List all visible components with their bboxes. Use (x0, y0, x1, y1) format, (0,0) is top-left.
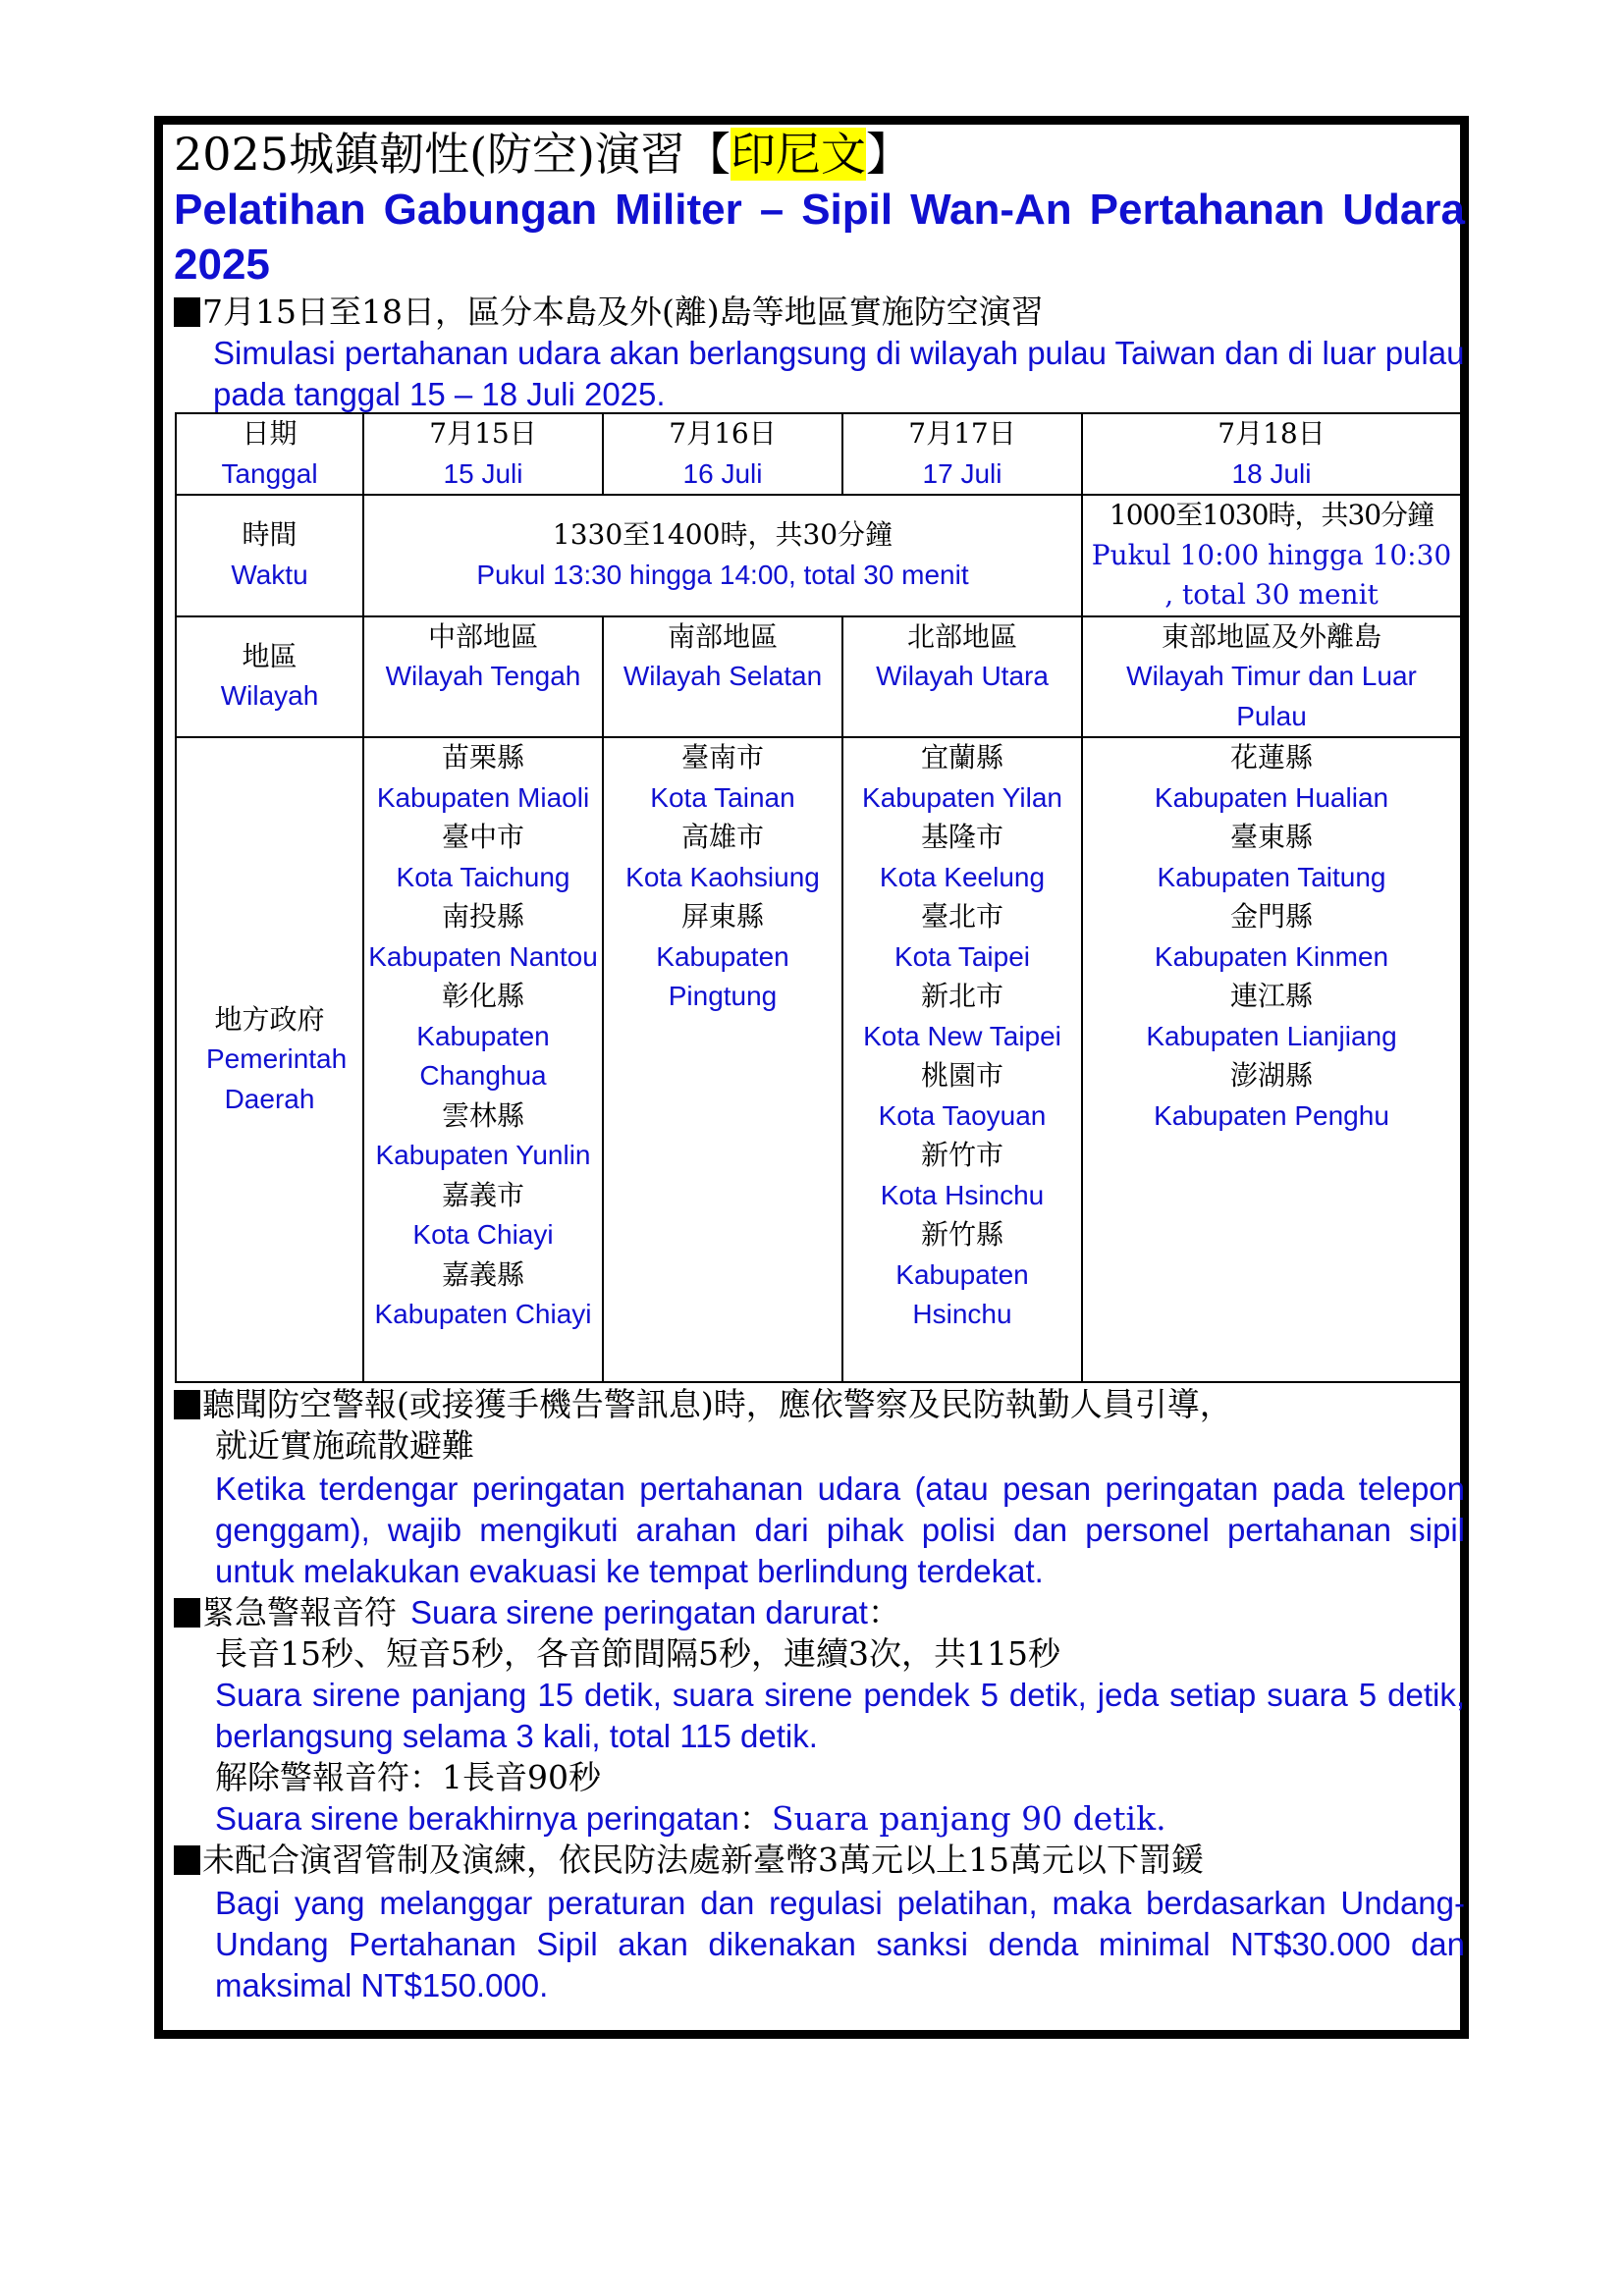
gov-name-id: Kabupaten Chiayi (374, 1299, 592, 1329)
gov-list (843, 738, 1081, 1335)
date-id: 16 Juli (682, 457, 763, 489)
gov-cell (603, 737, 842, 1382)
gov-name-cn: 連江縣 (1229, 980, 1313, 1012)
header-gov-id: Pemerintah Daerah (206, 1043, 348, 1114)
gov-name-cn: 雲林縣 (441, 1098, 524, 1132)
region-cell (1082, 616, 1461, 738)
siren-heading-colon: ： (867, 1593, 900, 1631)
region-id: Wilayah Timur dan Luar Pulau (1126, 661, 1417, 731)
table-row-region (176, 616, 1461, 738)
gov-name-cn: 新北市 (920, 980, 1003, 1012)
intro-indonesian: Simulasi pertahanan udara akan berlangsung di wilayah pulau Taiwan dan di luar pulau pada tanggal 15 – 18 Juli 2025. (213, 335, 1465, 412)
header-region-id: Wilayah (220, 680, 319, 712)
gov-name-id: Kota Keelung (879, 861, 1046, 892)
gov-cell (842, 737, 1082, 1382)
penalty-section (174, 1840, 1465, 2006)
gov-name-id: Kabupaten Hsinchu (895, 1258, 1029, 1329)
gov-name-id: Kabupaten Yunlin (375, 1140, 591, 1170)
siren-clear-cn: 解除警報音符：1長音90秒 (215, 1758, 601, 1796)
gov-list (1083, 738, 1460, 1136)
siren-clear-colon: ： (738, 1799, 772, 1838)
gov-name-id: Kota New Taipei (863, 1020, 1061, 1051)
gov-name-cn: 嘉義市 (441, 1178, 524, 1211)
siren-clear-value: Suara panjang 90 detik. (771, 1799, 1166, 1838)
gov-name-id: Kabupaten Taitung (1157, 861, 1386, 892)
siren-heading (174, 1592, 1465, 1633)
gov-name-id: Kabupaten Pingtung (656, 940, 789, 1011)
evacuation-chinese-line1 (174, 1384, 1465, 1425)
bullet-square-icon (174, 1598, 200, 1628)
intro-chinese-text: 7月15日至18日，區分本島及外(離)島等地區實施防空演習 (202, 293, 1044, 331)
gov-name-cn: 臺中市 (441, 821, 524, 853)
siren-clear-label: Suara sirene berakhirnya peringatan (215, 1800, 739, 1837)
title-chinese-prefix: 2025城鎮韌性(防空)演習【 (174, 128, 731, 181)
date-id: 18 Juli (1231, 457, 1312, 489)
date-id: 15 Juli (443, 457, 523, 489)
gov-name-cn: 桃園市 (920, 1059, 1003, 1092)
date-cn: 7月15日 (429, 417, 537, 450)
time-last-cn: 1000至1030時，共30分鐘 (1109, 499, 1435, 531)
header-cell-date (176, 413, 363, 495)
gov-name-cn: 臺東縣 (1229, 821, 1313, 853)
region-cn: 東部地區及外離島 (1161, 619, 1381, 653)
time-span-id: Pukul 13:30 hingga 14:00, total 30 menit (476, 559, 969, 590)
gov-name-id: Kabupaten Nantou (368, 940, 598, 972)
title-indonesian-line2: 2025 (174, 240, 270, 289)
bullet-square-icon (174, 1845, 200, 1875)
gov-name-id: Kabupaten Changhua (416, 1020, 550, 1091)
siren-pattern-id: Suara sirene panjang 15 detik, suara sirene pendek 5 detik, jeda setiap suara 5 detik, berlangsung selama 3 kali, total 115 detik. (215, 1677, 1465, 1754)
gov-name-cn: 屏東縣 (680, 900, 764, 933)
region-cn: 北部地區 (906, 619, 1017, 653)
header-time-cn: 時間 (242, 518, 298, 552)
intro-chinese (174, 292, 1465, 333)
table-row-date (176, 413, 1461, 495)
header-cell-time (176, 495, 363, 616)
gov-cell (363, 737, 603, 1382)
gov-name-cn: 嘉義縣 (441, 1257, 524, 1291)
time-span-cn: 1330至1400時，共30分鐘 (552, 518, 893, 552)
gov-name-cn: 彰化縣 (441, 980, 524, 1012)
gov-name-cn: 苗栗縣 (441, 741, 524, 774)
region-cn: 南部地區 (667, 619, 778, 653)
gov-name-id: Kabupaten Miaoli (376, 781, 590, 813)
penalty-chinese (174, 1840, 1465, 1881)
penalty-indonesian: Bagi yang melanggar peraturan dan regulasi pelatihan, maka berdasarkan Undang-Undang Pertahanan Sipil akan dikenakan sanksi denda minimal NT$30.000 dan maksimal NT$150.000. (215, 1885, 1465, 2003)
header-date-id: Tanggal (221, 457, 318, 489)
evacuation-indonesian: Ketika terdengar peringatan pertahanan udara (atau pesan peringatan pada telepon genggam), wajib mengikuti arahan dari pihak polisi dan personel pertahanan sipil untuk melakukan evakuasi ke tempat berlindung terdekat. (215, 1470, 1465, 1589)
siren-heading-id: Suara sirene peringatan darurat (410, 1594, 868, 1630)
gov-cell (1082, 737, 1461, 1382)
region-id: Wilayah Selatan (623, 661, 823, 691)
region-cell (363, 616, 603, 738)
date-cell (842, 413, 1082, 495)
title-chinese-suffix: 】 (865, 128, 911, 181)
title-chinese (174, 124, 911, 185)
gov-name-id: Kota Hsinchu (880, 1179, 1045, 1210)
date-cell (363, 413, 603, 495)
region-cell (603, 616, 842, 738)
date-cell (1082, 413, 1461, 495)
bullet-square-icon (174, 1390, 200, 1419)
time-cell-span (363, 495, 1082, 616)
gov-name-id: Kota Taoyuan (878, 1099, 1047, 1131)
siren-clear-id (174, 1798, 1465, 1840)
gov-name-cn: 高雄市 (680, 821, 764, 853)
siren-section (174, 1592, 1465, 1840)
gov-name-cn: 宜蘭縣 (920, 741, 1003, 774)
siren-heading-cn: 緊急警報音符 (202, 1593, 397, 1631)
gov-name-id: Kabupaten Kinmen (1154, 940, 1389, 972)
gov-name-cn: 臺北市 (920, 900, 1003, 933)
gov-name-cn: 金門縣 (1229, 900, 1313, 933)
evacuation-chinese-line2: 就近實施疏散避難 (215, 1426, 474, 1465)
schedule-table (175, 412, 1462, 1383)
gov-name-id: Kota Taichung (396, 861, 570, 892)
evacuation-section (174, 1384, 1465, 1592)
table-row-local-government (176, 737, 1461, 1382)
gov-name-cn: 臺南市 (680, 741, 764, 774)
gov-name-cn: 花蓮縣 (1229, 741, 1313, 774)
header-date-cn: 日期 (242, 417, 298, 450)
gov-name-id: Kota Tainan (650, 781, 795, 813)
gov-name-id: Kabupaten Hualian (1154, 781, 1389, 813)
header-region-cn: 地區 (242, 639, 298, 672)
header-cell-local-government (176, 737, 363, 1382)
title-language-highlight: 印尼文 (730, 128, 866, 181)
gov-name-cn: 新竹縣 (920, 1218, 1003, 1251)
gov-name-cn: 基隆市 (920, 821, 1003, 853)
region-id: Wilayah Tengah (385, 661, 581, 691)
evacuation-chinese-text: 聽聞防空警報(或接獲手機告警訊息)時，應依警察及民防執勤人員引導， (202, 1385, 1232, 1423)
region-cell (842, 616, 1082, 738)
gov-name-id: Kabupaten Yilan (862, 781, 1062, 813)
gov-name-id: Kabupaten Lianjiang (1146, 1020, 1397, 1051)
time-cell-last (1082, 495, 1461, 616)
title-indonesian-line1: Pelatihan Gabungan Militer – Sipil Wan-An Pertahanan Udara (174, 186, 1465, 234)
penalty-chinese-text: 未配合演習管制及演練，依民防法處新臺幣3萬元以上15萬元以下罰鍰 (202, 1841, 1204, 1879)
gov-list (364, 738, 602, 1335)
gov-name-id: Kabupaten Penghu (1154, 1099, 1389, 1131)
gov-name-id: Kota Taipei (893, 940, 1031, 972)
time-last-id: Pukul 10:00 hingga 10:30 , total 30 menit (1091, 538, 1452, 611)
gov-list (604, 738, 841, 1017)
region-id: Wilayah Utara (876, 661, 1049, 691)
table-row-time (176, 495, 1461, 616)
gov-name-cn: 南投縣 (441, 900, 524, 933)
date-id: 17 Juli (922, 457, 1002, 489)
header-gov-cn: 地方政府 (214, 1002, 325, 1036)
gov-name-cn: 新竹市 (920, 1139, 1003, 1171)
gov-name-id: Kota Chiayi (412, 1219, 554, 1250)
date-cell (603, 413, 842, 495)
date-cn: 7月18日 (1218, 417, 1326, 450)
date-cn: 7月17日 (908, 417, 1016, 450)
gov-name-id: Kota Kaohsiung (625, 861, 820, 892)
siren-pattern-cn: 長音15秒、短音5秒，各音節間隔5秒，連續3次，共115秒 (215, 1634, 1060, 1673)
header-time-id: Waktu (231, 559, 308, 590)
date-cn: 7月16日 (669, 417, 777, 450)
region-cn: 中部地區 (427, 619, 538, 653)
intro-section (174, 292, 1465, 415)
gov-name-cn: 澎湖縣 (1229, 1059, 1313, 1092)
bullet-square-icon (174, 297, 200, 327)
header-cell-region (176, 616, 363, 738)
